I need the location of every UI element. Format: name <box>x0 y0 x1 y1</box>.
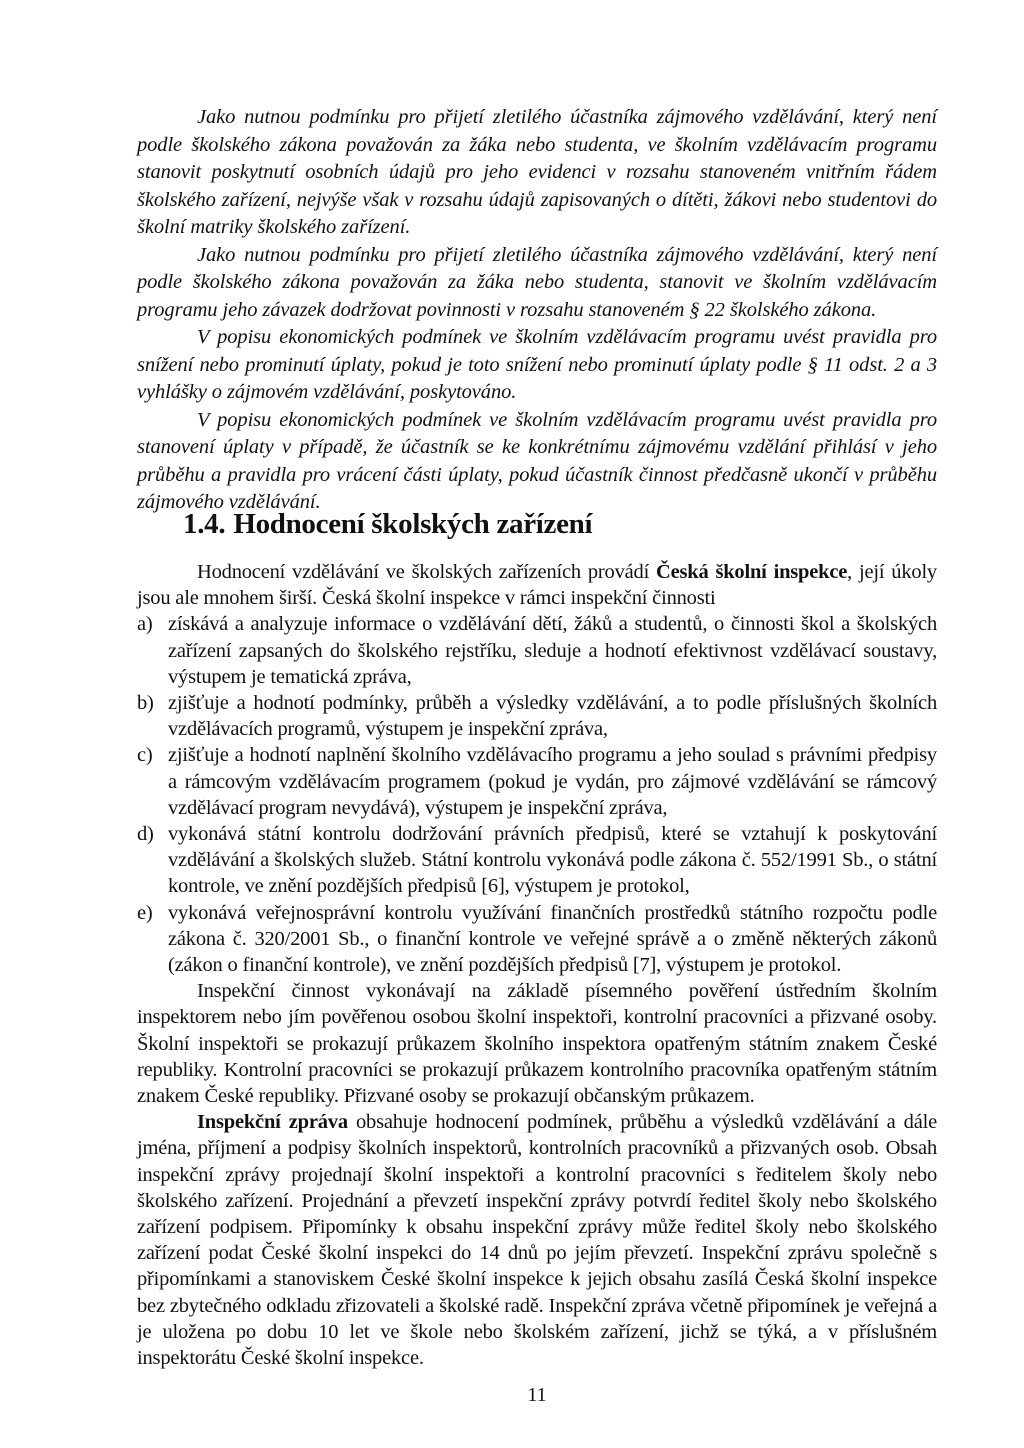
document-page <box>137 104 937 1406</box>
page-number: 11 <box>527 1384 547 1406</box>
section-title: Hodnocení školských zařízení <box>233 508 593 540</box>
list-marker: a) <box>137 613 153 636</box>
lead-text-after: , její úkoly jsou ale mnohem širší. Česká školní inspekce v rámci inspekční činnosti <box>137 561 937 610</box>
list-item-text: získává a analyzuje informace o vzdělávání dětí, žáků a studentů, o činnosti škol a školských zařízení zapsaných do školského rejstříku, sleduje a hodnotí efektivnost vzdělávací soustavy, výstupem je tematická zpráva, <box>168 613 937 688</box>
list-item <box>137 900 937 979</box>
lead-bold-term: Česká školní inspekce <box>656 561 848 583</box>
intro-paragraph-4: V popisu ekonomických podmínek ve školním vzdělávacím programu uvést pravidla pro stanovení úplaty v případě, že účastník se ke konkrétnímu zájmovému vzdělání přihlásí v jeho průběhu a pravidla pro vrácení části úplaty, pokud účastník činnost předčasně ukončí v průběhu zájmového vzdělávání. <box>137 408 937 513</box>
list-item <box>137 690 937 742</box>
inspectors-paragraph: Inspekční činnost vykonávají na základě písemného pověření ústředním školním inspektorem nebo jím pověřenou osobou školní inspektoři, kontrolní pracovníci a přizvané osoby. Školní inspektoři se prokazují průkazem školního inspektora opatřeným státním znakem České republiky. Kontrolní pracovníci se prokazují průkazem kontrolního pracovníka opatřeným státním znakem České republiky. Přizvané osoby se prokazují občanským průkazem. <box>137 980 937 1108</box>
report-bold-term: Inspekční zpráva <box>197 1111 348 1134</box>
inspection-activities-list <box>137 611 937 978</box>
section-heading <box>183 506 592 542</box>
list-item-text: zjišťuje a hodnotí podmínky, průběh a výsledky vzdělávání, a to podle příslušných školních vzdělávacích programů, výstupem je inspekční zpráva, <box>168 692 937 741</box>
intro-paragraph-1: Jako nutnou podmínku pro přijetí zletilého účastníka zájmového vzdělávání, který není podle školského zákona považován za žáka nebo studenta, ve školním vzdělávacím programu stanovit poskytnutí osobních údajů pro jeho evidenci v rozsahu stanoveném vnitřním řádem školského zařízení, nejvýše však v rozsahu údajů zapisovaných o dítěti, žákovi nebo studentovi do školní matriky školského zařízení. <box>137 106 937 238</box>
intro-paragraph-2: Jako nutnou podmínku pro přijetí zletilého účastníka zájmového vzdělávání, který není podle školského zákona považován za žáka nebo studenta, stanovit ve školním vzdělávacím programu jeho závazek dodržovat povinnosti v rozsahu stanoveném § 22 školského zákona. <box>137 243 937 321</box>
lead-text-before: Hodnocení vzdělávání ve školských zařízeních provádí <box>197 561 656 583</box>
section-number: 1.4. <box>183 508 226 540</box>
lead-paragraph <box>137 559 937 611</box>
intro-paragraph-3: V popisu ekonomických podmínek ve školním vzdělávacím programu uvést pravidla pro snížení nebo prominutí úplaty, pokud je toto snížení nebo prominutí úplaty podle § 11 odst. 2 a 3 vyhlášky o zájmovém vzdělávání, poskytováno. <box>137 326 937 403</box>
list-item <box>137 742 937 821</box>
report-text: obsahuje hodnocení podmínek, průběhu a výsledků vzdělávání a dále jména, příjmení a podpisy školních inspektorů, kontrolních pracovníků a přizvaných osob. Obsah inspekční zprávy projednají školní inspektoři a kontrolní pracovníci s ředitelem školy nebo školského zařízení. Projednání a převzetí inspekční zprávy potvrdí ředitel školy nebo školského zařízení podpisem. Připomínky k obsahu inspekční zprávy může ředitel školy nebo školského zařízení podat České školní inspekci do 14 dnů po jejím převzetí. Inspekční zprávu společně s připomínkami a stanoviskem České školní inspekce k jejich obsahu zasílá Česká školní inspekce bez zbytečného odkladu zřizovateli a školské radě. Inspekční zpráva včetně připomínek je veřejná a je uložena po dobu 10 let ve škole nebo školském zařízení, jichž se týká, a v příslušném inspektorátu České školní inspekce. <box>137 1111 937 1370</box>
intro-italic-block <box>137 104 937 517</box>
list-marker: d) <box>137 823 154 846</box>
list-marker: b) <box>137 692 154 715</box>
list-item-text: vykonává veřejnosprávní kontrolu využívání finančních prostředků státního rozpočtu podle zákona č. 320/2001 Sb., o finanční kontrole ve veřejné správě a o změně některých zákonů (zákon o finanční kontrole), ve znění pozdějších předpisů [7], výstupem je protokol. <box>168 901 937 977</box>
list-item-text: zjišťuje a hodnotí naplnění školního vzdělávacího programu a jeho soulad s právními předpisy a rámcovým vzdělávacím programem (pokud je vydán, pro zájmové vzdělávání se rámcový vzdělávací program nevydává), výstupem je inspekční zpráva, <box>168 744 937 819</box>
list-marker: e) <box>137 901 153 924</box>
report-paragraph <box>137 1109 937 1371</box>
list-item <box>137 821 937 900</box>
list-item <box>137 611 937 690</box>
section-body <box>137 559 937 1371</box>
list-item-text: vykonává státní kontrolu dodržování právních předpisů, které se vztahují k poskytování vzdělávání a školských služeb. Státní kontrolu vykonává podle zákona č. 552/1991 Sb., o státní kontrole, ve znění pozdějších předpisů [6], výstupem je protokol, <box>168 823 937 898</box>
list-marker: c) <box>137 744 153 767</box>
